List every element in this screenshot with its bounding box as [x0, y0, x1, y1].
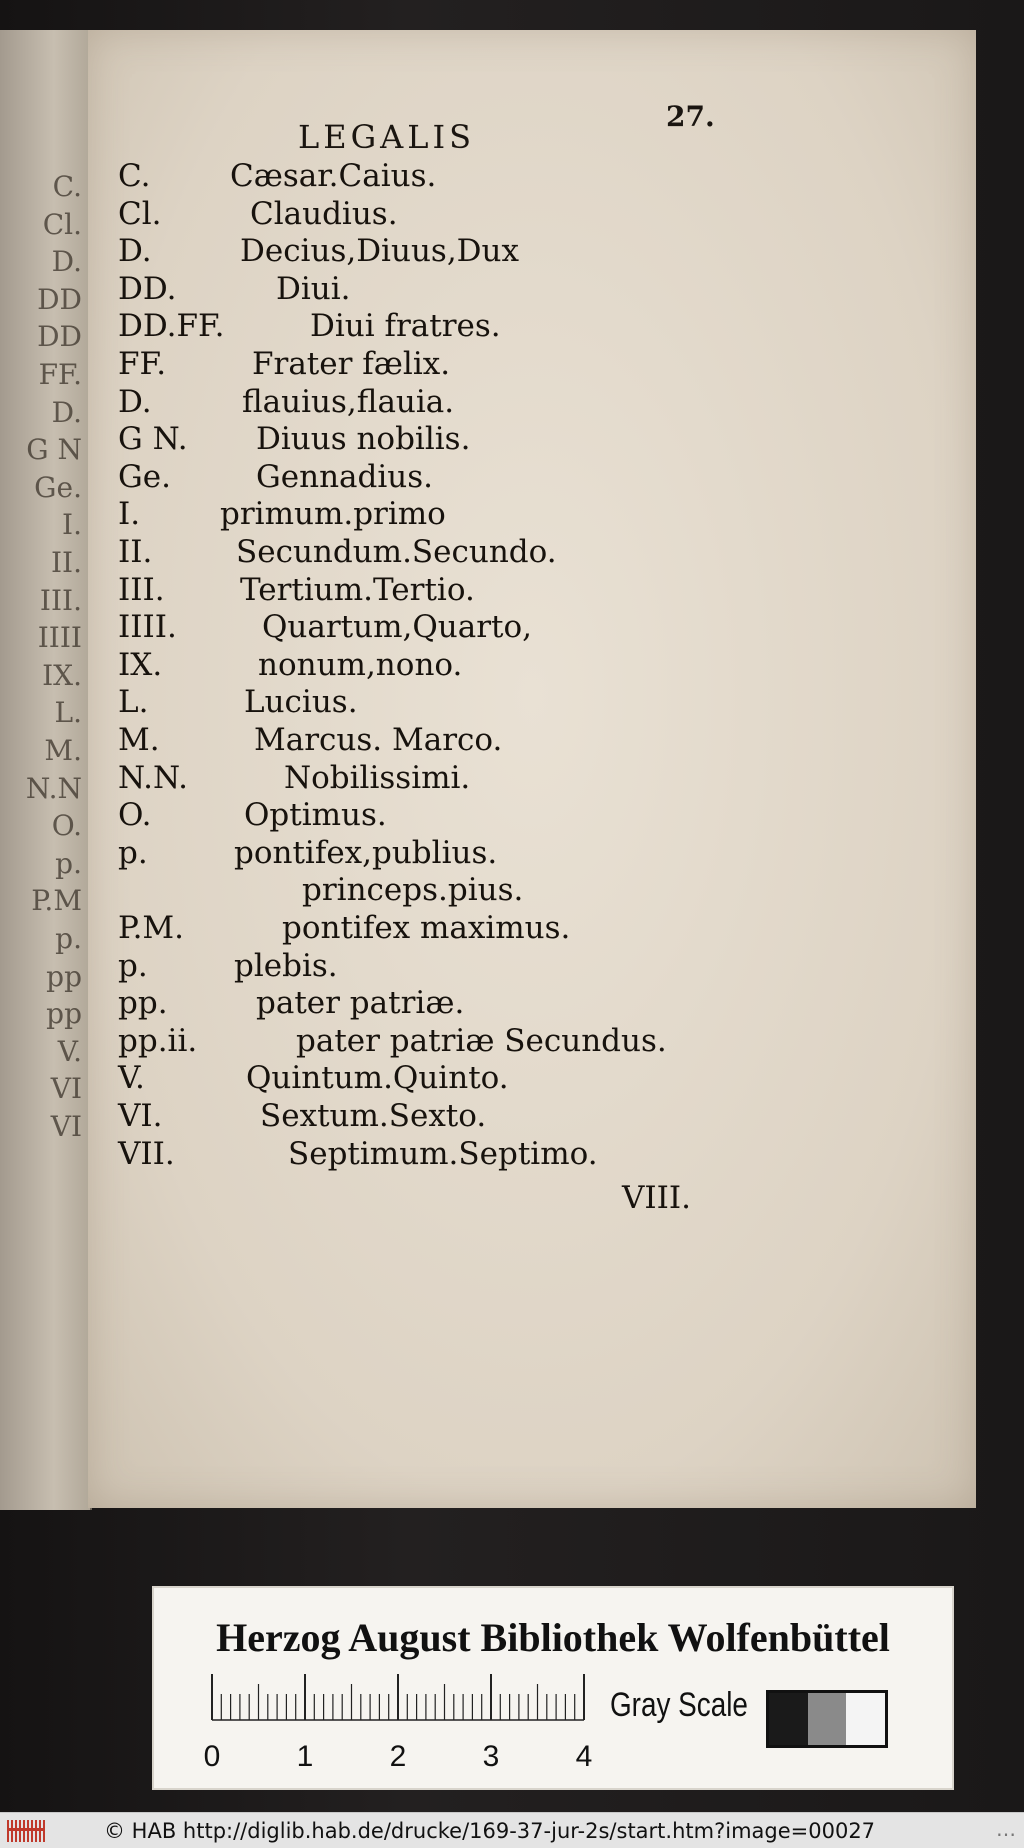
abbreviation-expansion: Gennadius.: [256, 458, 434, 495]
abbreviation-expansion: Quartum,Quarto,: [262, 609, 533, 646]
abbreviation-expansion: Cæsar.Caius.: [230, 158, 437, 194]
abbreviation-expansion: nonum,nono.: [258, 646, 463, 683]
ruler-label: 1: [296, 1740, 314, 1773]
abbreviation: DD.FF.: [118, 308, 225, 345]
list-item: [88, 496, 976, 532]
folio-number: 27.: [666, 100, 715, 133]
list-item: [88, 872, 976, 908]
abbreviation-expansion: Decius,Diuus,Dux: [240, 233, 519, 270]
abbreviation-expansion: pontifex,publius.: [234, 834, 498, 871]
abbreviation: FF.: [118, 346, 167, 382]
abbreviation: D.: [118, 233, 152, 270]
abbreviation-expansion: Claudius.: [250, 195, 398, 232]
facing-page-text: II.: [50, 546, 82, 579]
list-item: [88, 722, 976, 758]
list-item: [88, 346, 976, 382]
facing-page-text: D.: [51, 245, 82, 279]
abbreviation-expansion: primum.primo: [220, 496, 446, 533]
list-item: [88, 1060, 976, 1096]
list-item: [88, 910, 976, 946]
gray-scale-label: Gray Scale: [610, 1686, 748, 1724]
abbreviation: M.: [118, 722, 160, 758]
abbreviation-expansion: Marcus. Marco.: [254, 722, 503, 758]
abbreviation: III.: [118, 571, 165, 608]
facing-page-text: V.: [57, 1034, 82, 1068]
list-item: [88, 572, 976, 608]
list-item: [88, 459, 976, 495]
abbreviation: Ge.: [118, 458, 171, 495]
abbreviation: Cl.: [118, 195, 162, 232]
abbreviation: pp.: [118, 985, 168, 1022]
facing-page-text: III.: [39, 583, 82, 617]
ellipsis-icon[interactable]: …: [996, 1817, 1016, 1841]
abbreviation: L.: [118, 684, 149, 721]
facing-page-text: C.: [52, 170, 82, 203]
facing-page-text: IIII: [37, 621, 82, 655]
list-item: [88, 948, 976, 984]
library-name: Herzog August Bibliothek Wolfenbüttel: [216, 1615, 890, 1660]
hab-logo-icon: [6, 1818, 50, 1844]
gray-swatch: [808, 1693, 847, 1745]
abbreviation-expansion: Frater fælix.: [252, 346, 451, 382]
abbreviation: p.: [118, 947, 148, 984]
facing-page-text: DD: [37, 320, 82, 354]
facing-page-text: DD: [37, 282, 82, 316]
book-page: [88, 30, 976, 1508]
abbreviation: VI.: [118, 1098, 163, 1134]
abbreviation-expansion: Lucius.: [244, 684, 358, 721]
list-item: [88, 609, 976, 645]
abbreviation-expansion: Sextum.Sexto.: [260, 1098, 487, 1134]
list-item: [88, 1098, 976, 1134]
list-item: [88, 421, 976, 457]
list-item: [88, 835, 976, 871]
list-item: [88, 158, 976, 194]
facing-page-text: pp: [46, 997, 82, 1031]
facing-page-text: pp: [46, 959, 82, 993]
page-header: [88, 92, 976, 156]
facing-page-text: VI: [50, 1110, 82, 1143]
facing-page-text: N.N: [25, 771, 82, 805]
abbreviation-expansion: plebis.: [234, 947, 338, 984]
abbreviation: I.: [118, 496, 141, 533]
facing-page-text: G N: [26, 433, 82, 467]
list-item: [88, 308, 976, 344]
left-page-edge: [0, 30, 92, 1510]
abbreviation-expansion: pater patriæ.: [256, 985, 465, 1022]
abbreviation-expansion: Tertium.Tertio.: [240, 571, 475, 608]
abbreviation: DD.: [118, 270, 177, 307]
list-item: [88, 384, 976, 420]
list-item: [88, 196, 976, 232]
gray-swatch: [769, 1693, 808, 1745]
abbreviation-expansion: Diui fratres.: [310, 308, 501, 345]
facing-page-text: P.M: [31, 884, 82, 918]
abbreviation-expansion: Optimus.: [244, 797, 387, 834]
abbreviation: N.N.: [118, 759, 188, 796]
abbreviation: VII.: [118, 1135, 175, 1172]
abbreviation: G N.: [118, 421, 188, 458]
list-item: [88, 534, 976, 570]
facing-page-text: Cl.: [42, 207, 82, 241]
abbreviation: IIII.: [118, 609, 177, 646]
facing-page-text: Ge.: [34, 470, 82, 504]
abbreviation: V.: [118, 1060, 145, 1097]
ruler-label: 4: [575, 1740, 593, 1773]
list-item: [88, 797, 976, 833]
list-item: [88, 271, 976, 307]
abbreviation: D.: [118, 383, 152, 420]
ruler-label: 0: [203, 1740, 221, 1773]
gray-swatch: [846, 1693, 885, 1745]
facing-page-text: IX.: [42, 658, 82, 692]
gray-scale-swatches: [766, 1690, 888, 1748]
abbreviation: p.: [118, 834, 148, 871]
abbreviation: II.: [118, 534, 153, 570]
abbreviation-expansion: pater patriæ Secundus.: [296, 1022, 667, 1059]
copyright-url[interactable]: © HAB http://diglib.hab.de/drucke/169-37-jur-2s/start.htm?image=00027: [104, 1819, 876, 1843]
abbreviation: O.: [118, 797, 152, 834]
facing-page-text: I.: [62, 508, 82, 542]
abbreviation-expansion: Diuus nobilis.: [256, 421, 471, 458]
list-item: [88, 233, 976, 269]
facing-page-text: p.: [55, 846, 82, 880]
facing-page-text: p.: [55, 922, 82, 955]
abbreviation: P.M.: [118, 910, 185, 946]
abbreviation: pp.ii.: [118, 1022, 198, 1059]
facing-page-text: VI: [50, 1072, 82, 1106]
abbreviation-expansion: flauius,flauia.: [242, 383, 455, 420]
abbreviation-expansion: Diui.: [276, 270, 351, 307]
footer-bar: [0, 1812, 1024, 1848]
abbreviation-expansion: Nobilissimi.: [284, 759, 471, 796]
abbreviation-expansion: Quintum.Quinto.: [246, 1060, 509, 1097]
facing-page-text: D.: [51, 395, 82, 429]
color-calibration-bar: [152, 1586, 954, 1790]
list-item: [88, 760, 976, 796]
ruler-label: 3: [482, 1740, 500, 1773]
facing-page-text: L.: [54, 696, 82, 730]
catchword: VIII.: [622, 1180, 691, 1216]
ruler-label: 2: [389, 1740, 407, 1773]
abbreviation-expansion: pontifex maximus.: [282, 910, 571, 946]
abbreviation-expansion: Septimum.Septimo.: [288, 1135, 598, 1172]
list-item: [88, 1136, 976, 1172]
list-item: [88, 985, 976, 1021]
abbreviation: C.: [118, 158, 151, 194]
abbreviation-expansion: princeps.pius.: [302, 872, 524, 909]
facing-page-text: FF.: [38, 358, 82, 391]
running-title: LEGALIS: [298, 118, 476, 156]
list-item: [88, 684, 976, 720]
abbreviation-expansion: Secundum.Secundo.: [236, 534, 557, 570]
list-item: [88, 647, 976, 683]
facing-page-text: O.: [51, 809, 82, 843]
list-item: [88, 1023, 976, 1059]
facing-page-text: M.: [44, 734, 82, 767]
measurement-ruler: [202, 1670, 593, 1782]
abbreviation: IX.: [118, 646, 163, 683]
